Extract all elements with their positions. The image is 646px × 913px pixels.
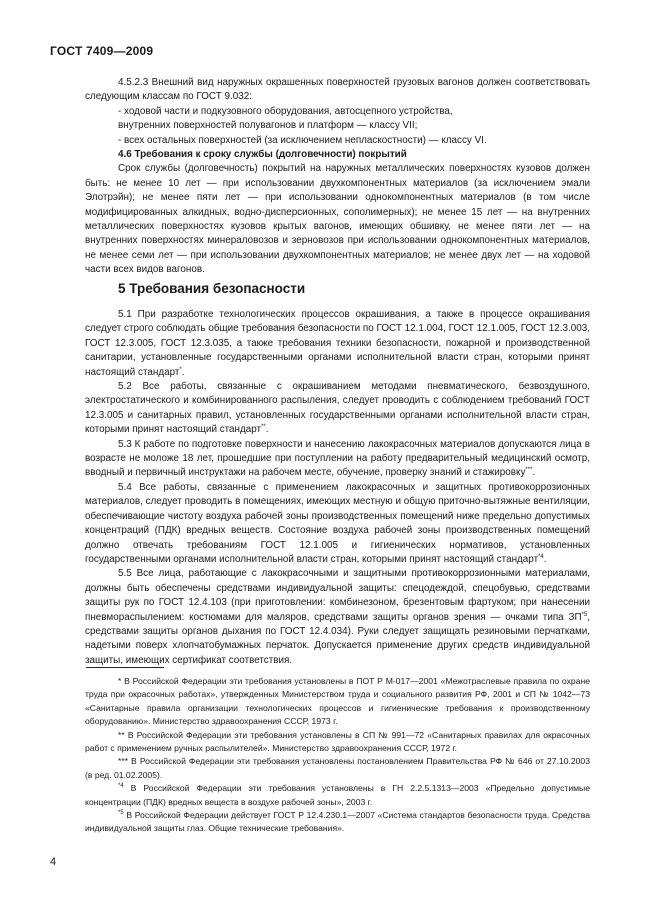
footnote-ref-4: *4 <box>538 553 544 560</box>
standard-code-header: ГОСТ 7409—2009 <box>50 44 154 58</box>
safety-requirements-block <box>85 308 590 668</box>
footnote-5: $^{*5}$ В Российской Федерации действует ГОСТ Р 12.4.230.1—2007 «Система стандартов безопасности труда. Средства индивидуальной защиты глаз. Общие технические требования». <box>85 810 590 834</box>
footnote-1: * В Российской Федерации эти требования установлены в ПОТ Р М-017—2001 «Межотраслевые правила по охране труда при окрасочных работах», утвержденных Министерством труда и социального развития РФ, 2001 и СП № 1042—73 «Санитарные правила организации технологических процессов и гигиенические требования к производственному оборудованию». Министерство здравоохранения СССР, 1973 г. <box>85 676 590 727</box>
requirements-block <box>85 76 590 278</box>
paragraph-5-1: 5.1 При разработке технологических процессов окрашивания, а также в процессе окрашивания следует строго соблюдать общие требования безопасности по ГОСТ 12.1.004, ГОСТ 12.1.005, ГОСТ 12.3.003, ГОСТ 12.3.005, ГОСТ 12.3.035, а также требования техники безопасности, пожарной и производственной санитарии, установленные государственными органами исполнительной власти стран, которыми принят настоящий стандарт*. <box>85 309 590 378</box>
footnote-ref-2: ** <box>261 424 266 431</box>
list-item-other-surfaces: - всех остальных поверхностей (за исключением непласкостности) — классу VI. <box>118 134 487 146</box>
list-item-running-gear: - ходовой части и подкузовного оборудования, автосцепного устройства, <box>118 105 453 117</box>
list-item-inner-surfaces: внутренних поверхностей полувагонов и платформ — классу VII; <box>118 120 418 132</box>
paragraph-5-2: 5.2 Все работы, связанные с окрашиванием методами пневматического, безвоздушного, электростатического и комбинированного распыления, следует проводить с соблюдением требований ГОСТ 12.3.005 и санитарных правил, установленных государственными органами исполнительной власти стран, которыми принят настоящий стандарт**. <box>85 381 590 436</box>
footnote-divider <box>86 667 164 668</box>
heading-4-6: 4.6 Требования к сроку службы (долговечности) покрытий <box>118 149 407 161</box>
paragraph-service-life: Срок службы (долговечность) покрытий на наружных металлических поверхностях кузовов должен быть: не менее 10 лет — при использовании двухкомпонентных материалов (за исключением эмали Элотрэйн); не менее пяти лет — при использовании однокомпонентных материалов (в том числе модифицированных алкидных, водно-дисперсионных, сополимерных); не менее 15 лет — на внутренних металлических поверхностях кузовов крытых вагонов, имеющих обшивку, не менее пяти лет — на внутренних поверхностях минераловозов и зерновозов при использовании однокомпонентных материалов, не менее семи лет — при использовании двухкомпонентных материалов; не менее двух лет — на ходовой части всех видов вагонов. <box>85 163 590 276</box>
paragraph-4-5-2-3: 4.5.2.3 Внешний вид наружных окрашенных поверхностей грузовых вагонов должен соответствовать следующим классам по ГОСТ 9.032: <box>85 77 590 103</box>
section-5-title: 5 Требования безопасности <box>118 281 306 296</box>
footnote-ref-1: * <box>179 366 182 373</box>
footnote-3: *** В Российской Федерации эти требования установлены постановлением Правительства РФ № 646 от 27.10.2003 (в ред. 01.02.2005). <box>85 756 590 780</box>
footnote-ref-3: *** <box>525 467 533 474</box>
paragraph-5-5: 5.5 Все лица, работающие с лакокрасочными и защитными противокоррозионными материалами, должны быть обеспечены средствами индивидуальной защиты: спецодеждой, спецобувью, средствами защиты рук по ГОСТ 12.4.103 (при приготовлении: комбинезоном, брезентовым фартуком; при нанесении пневмораспылением: костюмами для маляров, средствами защиты органов зрения — очками типа ЗП$^{*5}$, средствами защиты органов дыхания по ГОСТ 12.4.034). Руки следует защищать резиновыми перчатками, надетыми поверх хлопчатобумажных перчаток. Допускается применение других средств индивидуальной защиты, имеющих сертификат соответствия. <box>85 568 590 666</box>
footnotes-block <box>85 675 590 836</box>
page-number: 4 <box>50 856 57 868</box>
footnote-2: ** В Российской Федерации эти требования установлены в СП № 991—72 «Санитарных правилах для окрасочных работ с применением ручных распылителей». Министерство здравоохранения СССР, 1972 г. <box>85 729 590 754</box>
paragraph-5-4: 5.4 Все работы, связанные с применением лакокрасочных и защитных противокоррозионных материалов, следует проводить в помещениях, имеющих местную и общую приточно-вытяжные вентиляции, обеспечивающие чистоту воздуха рабочей зоны производственных помещений ниже предельно допустимых концентраций (ПДК) вредных веществ. Состояние воздуха рабочей зоны производственных помещений должно отвечать требованиям ГОСТ 12.1.005 и гигиенических нормативов, установленных государственными органами исполнительной власти стран, которыми принят настоящий стандарт$^{*4}$. <box>85 481 590 565</box>
footnote-ref-5: *5 <box>581 611 588 618</box>
footnote-4: $^{*4}$ В Российской Федерации эти требования установлены в ГН 2.2.5.1313—2003 «Предельно допустимые концентрации (ПДК) вредных веществ в воздухе рабочей зоны», 2003 г. <box>85 783 590 807</box>
paragraph-5-3: 5.3 К работе по подготовке поверхности и нанесению лакокрасочных материалов допускаются лица в возрасте не моложе 18 лет, прошедшие при поступлении на работу предварительный медицинский осмотр, вводный и первичный инструктажи на рабочем месте, обучение, проверку знаний и стажировку***. <box>85 438 590 479</box>
